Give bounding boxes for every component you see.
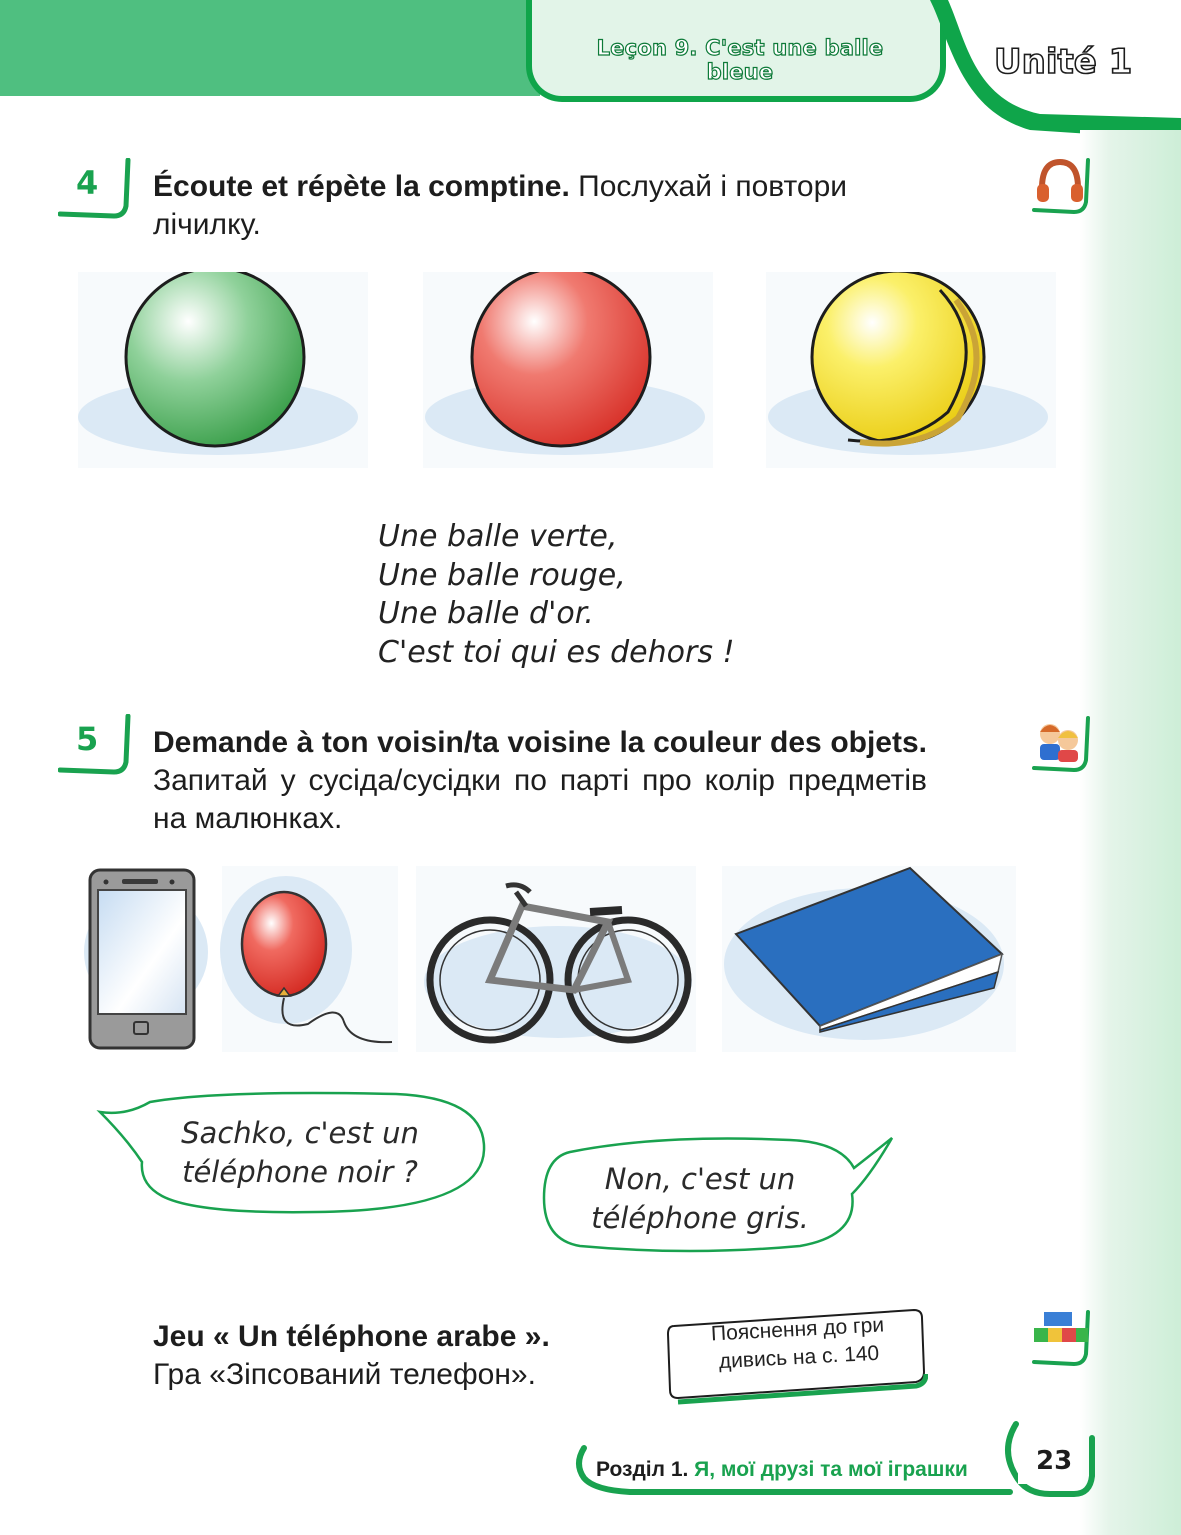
- task-4-number: 4: [76, 164, 99, 202]
- task-4-badge: [58, 158, 134, 228]
- bubble-1-line-2: téléphone noir ?: [182, 1155, 418, 1189]
- objects-illustration: [76, 862, 1016, 1052]
- game-title-ua: Гра «Зіпсований телефон».: [153, 1358, 536, 1391]
- bubble-1-line-1: Sachko, c'est un: [181, 1116, 419, 1150]
- rhyme-line-2: Une balle rouge,: [378, 557, 626, 593]
- red-ball: [472, 272, 650, 446]
- task-4-instruction-fr: Écoute et répète la comptine.: [153, 170, 570, 203]
- task-5-instruction-fr: Demande à ton voisin/ta voisine la couleur des objets.: [153, 726, 927, 759]
- bubble-2-line-2: téléphone gris.: [591, 1201, 809, 1235]
- rhyme-line-1: Une balle verte,: [378, 519, 618, 554]
- game-title-fr: Jeu « Un téléphone arabe ».: [153, 1320, 550, 1353]
- game-note-line-2: дивись на с. 140: [718, 1341, 880, 1374]
- rhyme-line-4: C'est toi qui es dehors !: [378, 634, 735, 670]
- bubble-1-text: [150, 1114, 450, 1192]
- page-number: 23: [1036, 1446, 1073, 1476]
- bubble-2-line-1: Non, c'est un: [604, 1162, 796, 1196]
- task-5-badge: [58, 714, 134, 784]
- rhyme-line-3: Une balle d'or.: [378, 596, 594, 631]
- bubble-2-text: [550, 1160, 850, 1238]
- game-block: [153, 1318, 550, 1394]
- footer-section-label: Розділ 1.: [596, 1458, 689, 1481]
- footer-section: [596, 1458, 968, 1482]
- footer-section-title: Я, мої друзі та мої іграшки: [694, 1458, 968, 1481]
- task-5-instruction-ua: Запитай у сусіда/сусідки по парті про колір предметів на малюнках.: [153, 764, 927, 835]
- blocks-icon: [1030, 1306, 1092, 1368]
- balls-illustration: [78, 272, 1058, 472]
- headphones-icon: [1030, 154, 1092, 216]
- phone-image: [90, 870, 194, 1048]
- task-4-instruction-ua: Послухай і повтори лічилку.: [153, 170, 848, 241]
- margin-strip: [1080, 130, 1181, 1535]
- task-5-instruction: [153, 724, 927, 838]
- header-band: [0, 0, 540, 96]
- task-5-number: 5: [76, 720, 99, 758]
- game-note-line-1: Пояснення до гри: [710, 1313, 885, 1346]
- unit-label: Unité 1: [994, 42, 1133, 82]
- green-ball: [126, 272, 304, 446]
- rhyme-text: [378, 518, 735, 672]
- task-4-instruction: [153, 168, 927, 244]
- lesson-title: Leçon 9. C'est une balle bleue: [596, 36, 884, 84]
- pair-work-icon: [1030, 712, 1092, 774]
